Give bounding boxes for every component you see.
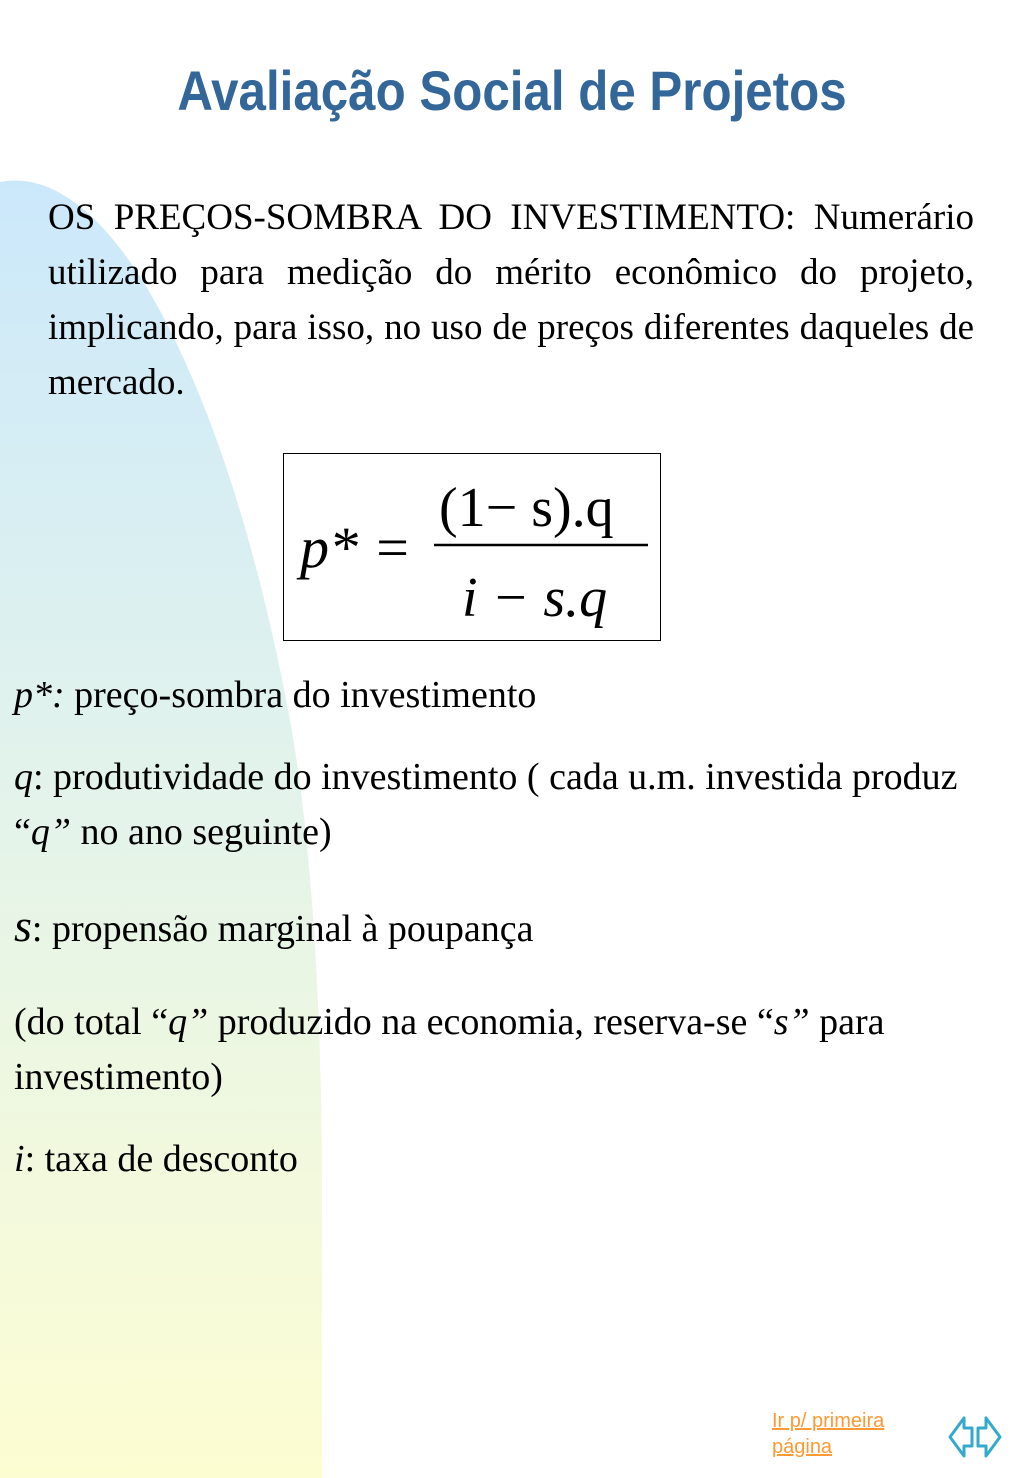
note-mid: produzido na economia, reserva-se “ bbox=[208, 1001, 774, 1043]
i-text: : taxa de desconto bbox=[24, 1138, 298, 1180]
p-symbol: p*: bbox=[14, 674, 65, 716]
left-right-arrows-icon[interactable] bbox=[946, 1408, 1004, 1466]
definition-i bbox=[14, 1132, 298, 1187]
s-text: : propensão marginal à poupança bbox=[31, 908, 534, 950]
i-symbol: i bbox=[14, 1138, 25, 1180]
note-open: (do total “ bbox=[14, 1001, 169, 1043]
definition-p bbox=[14, 668, 536, 723]
p-text: preço-sombra do investimento bbox=[64, 674, 537, 716]
q-symbol: q bbox=[14, 756, 33, 798]
q-tail: no ano seguinte) bbox=[71, 811, 332, 853]
s-symbol: s bbox=[14, 900, 32, 951]
first-page-link[interactable]: Ir p/ primeira página bbox=[772, 1410, 885, 1458]
formula-denominator: i − s.q bbox=[462, 567, 608, 629]
note-s: s” bbox=[773, 1001, 810, 1043]
definition-q bbox=[14, 750, 1014, 860]
note-tail: para investimento) bbox=[14, 1001, 885, 1098]
note-q: q” bbox=[168, 1001, 209, 1043]
slide-title: Avaliação Social de Projetos bbox=[177, 59, 847, 122]
formula-lhs: p* = bbox=[300, 515, 412, 580]
q-text: : produtividade do investimento ( cada u.m. investida produz “ bbox=[14, 756, 958, 853]
q-quote: q” bbox=[30, 811, 72, 853]
intro-paragraph: OS PREÇOS-SOMBRA DO INVESTIMENTO: Numerário utilizado para medição do mérito econômico do projeto, implicando, para isso, no uso de preços diferentes daqueles de mercado. bbox=[48, 197, 974, 403]
definition-s bbox=[14, 898, 533, 957]
formula-box bbox=[283, 453, 661, 641]
formula-numerator: (1− s).q bbox=[439, 477, 614, 539]
definition-s-note bbox=[14, 995, 994, 1105]
shadow-price-formula bbox=[284, 454, 660, 640]
